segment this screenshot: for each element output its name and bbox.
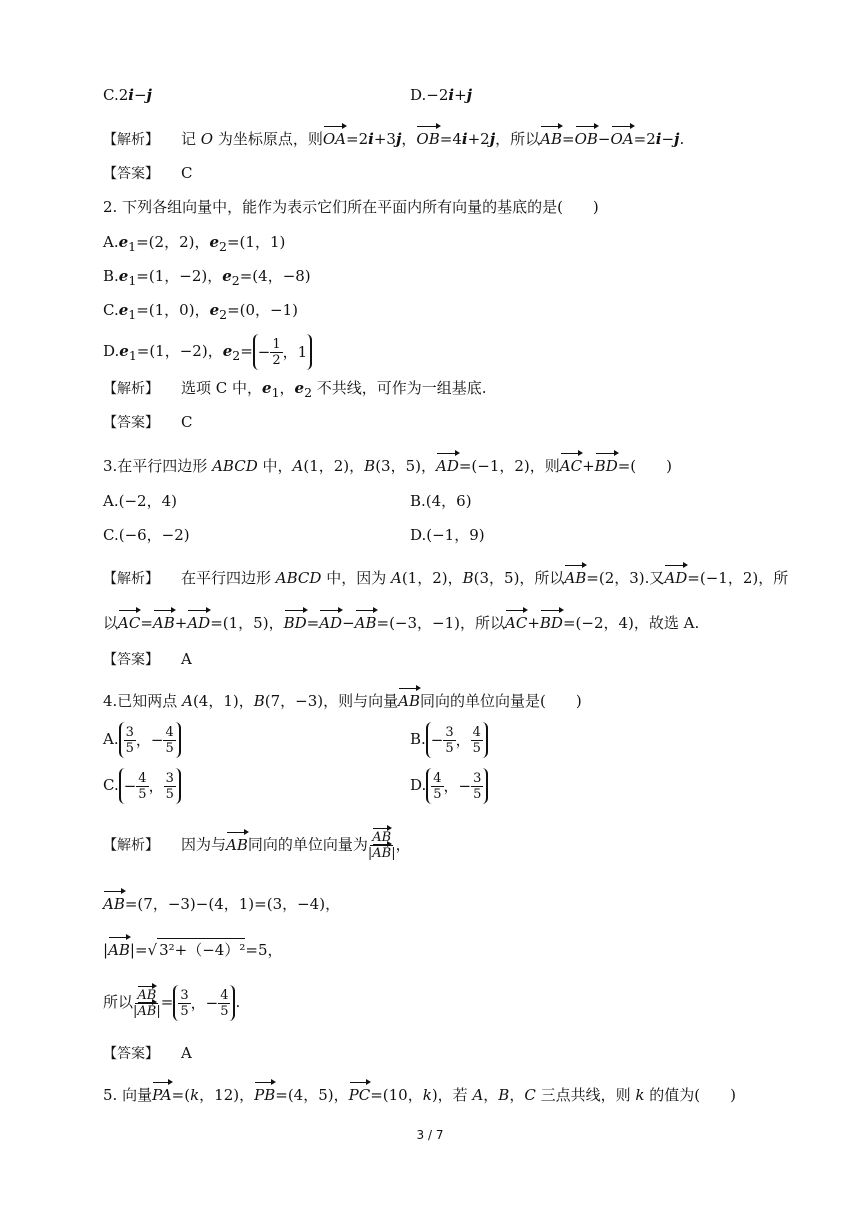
- q4-analysis-line4: 所以 $\frac{AB}{|AB|}$ = $\frac{3}{5}$ ，− $\frac{4}{5}$ .: [103, 985, 240, 1021]
- q4-analysis-line3: |AB|=√ 3²+（−4）²=5，: [103, 938, 283, 961]
- analysis-label: 【解析】: [103, 132, 159, 148]
- q3-option-b: B.(4，6): [410, 492, 472, 510]
- q4-option-c: C. − $\frac{4}{5}$ ， $\frac{3}{5}$: [103, 768, 181, 804]
- q1-analysis: 【解析】 记 O 为坐标原点，则OA=2i+3j，OB=4i+2j，所以AB=OB−OA=2i−j.: [103, 130, 685, 148]
- q1-answer: 【答案】 C: [103, 164, 193, 182]
- q4-stem: 4.已知两点 A(4，1)，B(7，−3)，则与向量AB同向的单位向量是( ): [103, 692, 582, 710]
- q2-option-a: $A.e_1=(2$，2)，$e_2=(1$，1): [103, 233, 286, 254]
- q4-answer: 【答案】 A: [103, 1044, 192, 1062]
- q2-option-b: $B.e_1=(1$，−2)，$e_2=(4$，−8): [103, 267, 311, 288]
- q5-stem: 5. 向量PA=(k，12)，PB=(4，5)，PC=(10，k)，若 A，B，C 三点共线，则 k 的值为( ): [103, 1086, 736, 1104]
- q2-option-c: $C.e_1=(1$，0)，$e_2=(0$，−1): [103, 301, 299, 322]
- q4-option-d: D. $\frac{4}{5}$ ，− $\frac{3}{5}$: [410, 768, 488, 804]
- answer-label: 【答案】: [103, 166, 159, 182]
- q3-analysis-line1: 【解析】 在平行四边形 ABCD 中，因为 A(1，2)，B(3，5)，所以AB=(2，3).又AD=(−1，2)，所: [103, 569, 789, 587]
- page-number: 3 / 7: [416, 1128, 444, 1142]
- q2-analysis: 【解析】 选项 C 中，$e_1$，$e_2$ 不共线，可作为一组基底.: [103, 379, 487, 400]
- q2-answer: 【答案】 C: [103, 413, 193, 431]
- q3-stem: 3.在平行四边形 ABCD 中，A(1，2)，B(3，5)，AD=(−1，2)，则AC+BD=( ): [103, 457, 673, 475]
- q3-option-c: C.(−6，−2): [103, 526, 190, 544]
- q4-option-a: A. $\frac{3}{5}$ ，− $\frac{4}{5}$: [103, 722, 181, 758]
- q1-option-c: C.2i−j: [103, 86, 152, 104]
- q3-option-d: D.(−1，9): [410, 526, 485, 544]
- q4-analysis-line2: AB=(7，−3)−(4，1)=(3，−4)，: [103, 895, 341, 913]
- q2-option-d: $D.e_1=(1$，−2)，$e_2=$ − $\frac{1}{2}$ ，1: [103, 334, 312, 370]
- q3-analysis-line2: 以AC=AB+AD=(1，5)，BD=AD−AB=(−3，−1)，所以AC+BD=(−2，4)，故选 A.: [103, 614, 700, 632]
- q3-option-a: A.(−2，4): [103, 492, 177, 510]
- q1-option-d: D.−2i+j: [410, 86, 473, 104]
- q2-stem: 2. 下列各组向量中，能作为表示它们所在平面内所有向量的基底的是( ): [103, 198, 599, 216]
- q4-option-b: B. − $\frac{3}{5}$ ， $\frac{4}{5}$: [410, 722, 488, 758]
- q4-analysis-line1: 【解析】 因为与AB同向的单位向量为 $\frac{AB}{|AB|}$ ，: [103, 830, 411, 861]
- q3-answer: 【答案】 A: [103, 650, 192, 668]
